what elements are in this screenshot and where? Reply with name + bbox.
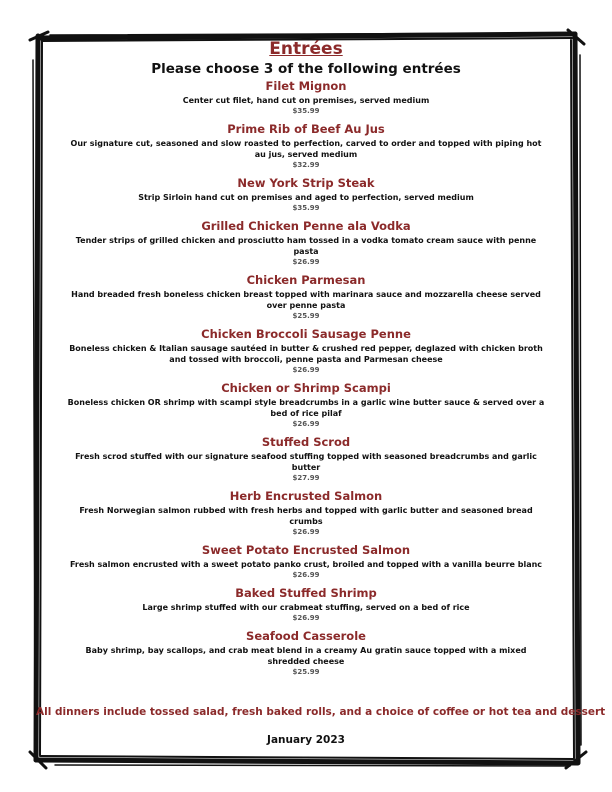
menu-item: [62, 629, 550, 678]
menu-item-price: $26.99: [292, 614, 320, 622]
menu-item-description: Fresh scrod stuffed with our signature seafood stuffing topped with seasoned breadcrumbs and garlic butter: [75, 452, 537, 472]
menu-item-name: Filet Mignon: [265, 79, 347, 93]
menu-item-price: $32.99: [292, 161, 320, 169]
menu-item-price: $27.99: [292, 474, 320, 482]
menu-item-price: $35.99: [292, 204, 320, 212]
menu-item-description: Large shrimp stuffed with our crabmeat stuffing, served on a bed of rice: [142, 603, 470, 612]
menu-item-name: Baked Stuffed Shrimp: [235, 586, 377, 600]
menu-item-name: Herb Encrusted Salmon: [229, 489, 383, 503]
menu-item: [62, 543, 550, 581]
menu-item-name: Prime Rib of Beef Au Jus: [227, 122, 385, 136]
menu-item-price: $26.99: [292, 366, 320, 374]
menu-item-price: $26.99: [292, 420, 320, 428]
menu-item-name: Chicken or Shrimp Scampi: [221, 381, 391, 395]
page-title: Entrées: [269, 39, 343, 59]
menu-date: January 2023: [267, 734, 345, 746]
menu-item-name: Seafood Casserole: [246, 629, 366, 643]
menu-item-price: $26.99: [292, 571, 320, 579]
menu-item-name: New York Strip Steak: [237, 176, 375, 190]
menu-item-name: Chicken Parmesan: [246, 273, 366, 287]
dinner-includes-note: All dinners include tossed salad, fresh baked rolls, and a choice of coffee or hot tea and dessert: [36, 706, 606, 718]
menu-item: [62, 489, 550, 538]
menu-item-description: Baby shrimp, bay scallops, and crab meat blend in a creamy Au gratin sauce topped with a mixed shredded cheese: [85, 646, 527, 666]
menu-item-description: Boneless chicken OR shrimp with scampi style breadcrumbs in a garlic wine butter sauce & served over a bed of rice pilaf: [67, 398, 545, 418]
menu-item: [62, 176, 550, 214]
menu-item: [62, 219, 550, 268]
menu-item-description: Fresh Norwegian salmon rubbed with fresh herbs and topped with garlic butter and seasoned bread crumbs: [79, 506, 533, 526]
menu-item-price: $25.99: [292, 312, 320, 320]
menu-item-description: Strip Sirloin hand cut on premises and aged to perfection, served medium: [138, 193, 474, 202]
menu-item-price: $26.99: [292, 528, 320, 536]
menu-item-name: Grilled Chicken Penne ala Vodka: [201, 219, 411, 233]
page-subtitle: Please choose 3 of the following entrées: [151, 61, 461, 77]
menu-item: [62, 122, 550, 171]
menu-content: [62, 38, 550, 683]
menu-item-name: Chicken Broccoli Sausage Penne: [201, 327, 411, 341]
menu-item-price: $26.99: [292, 258, 320, 266]
menu-item-description: Hand breaded fresh boneless chicken breast topped with marinara sauce and mozzarella cheese served over penne pasta: [71, 290, 541, 310]
menu-item-price: $25.99: [292, 668, 320, 676]
menu-item-name: Sweet Potato Encrusted Salmon: [201, 543, 411, 557]
menu-item: [62, 79, 550, 117]
menu-item: [62, 381, 550, 430]
menu-item: [62, 273, 550, 322]
menu-item-description: Center cut filet, hand cut on premises, served medium: [182, 96, 430, 105]
menu-item: [62, 327, 550, 376]
menu-item-description: Boneless chicken & Italian sausage sautéed in butter & crushed red pepper, deglazed with chicken broth and tossed with broccoli, penne pasta and Parmesan cheese: [69, 344, 543, 364]
menu-item: [62, 586, 550, 624]
menu-item: [62, 435, 550, 484]
menu-item-description: Fresh salmon encrusted with a sweet potato panko crust, broiled and topped with a vanilla beurre blanc: [69, 560, 543, 569]
menu-item-description: Our signature cut, seasoned and slow roasted to perfection, carved to order and topped with piping hot au jus, served medium: [70, 139, 542, 159]
menu-item-name: Stuffed Scrod: [261, 435, 351, 449]
menu-item-description: Tender strips of grilled chicken and prosciutto ham tossed in a vodka tomato cream sauce with penne pasta: [75, 236, 537, 256]
menu-item-price: $35.99: [292, 107, 320, 115]
